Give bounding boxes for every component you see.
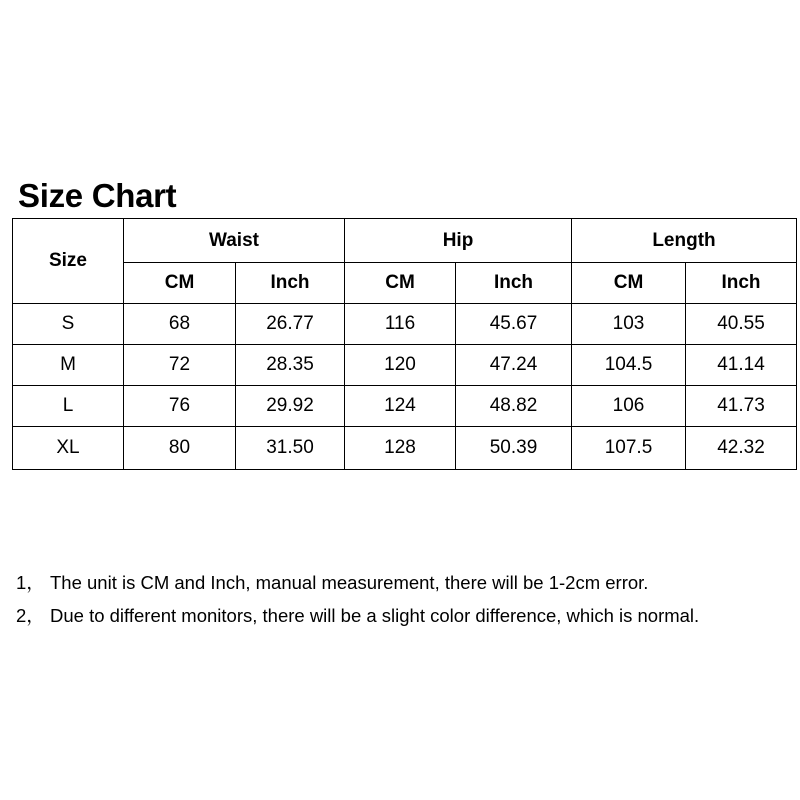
- note-item: [16, 566, 699, 599]
- table-cell: 45.67: [456, 304, 572, 345]
- table-cell: 41.14: [686, 345, 797, 386]
- table-row: [13, 386, 797, 427]
- table-cell: 106: [572, 386, 686, 427]
- waist-group-header: Waist: [124, 219, 345, 263]
- table-cell: 29.92: [236, 386, 345, 427]
- table-cell: 31.50: [236, 427, 345, 470]
- unit-header: Inch: [456, 263, 572, 304]
- note-number: 2，: [16, 605, 45, 626]
- note-item: [16, 599, 699, 632]
- table-cell: 48.82: [456, 386, 572, 427]
- table-cell: 68: [124, 304, 236, 345]
- table-cell: 26.77: [236, 304, 345, 345]
- length-group-header: Length: [572, 219, 797, 263]
- size-cell: XL: [13, 427, 124, 470]
- unit-header: CM: [124, 263, 236, 304]
- size-cell: S: [13, 304, 124, 345]
- unit-header: Inch: [686, 263, 797, 304]
- notes-section: [16, 566, 699, 632]
- table-header-row: [13, 219, 797, 263]
- table-cell: 120: [345, 345, 456, 386]
- unit-header: Inch: [236, 263, 345, 304]
- note-number: 1，: [16, 572, 45, 593]
- size-chart-table: [12, 218, 797, 470]
- table-cell: 128: [345, 427, 456, 470]
- table-cell: 50.39: [456, 427, 572, 470]
- size-cell: M: [13, 345, 124, 386]
- table-cell: 124: [345, 386, 456, 427]
- hip-group-header: Hip: [345, 219, 572, 263]
- size-column-header: Size: [13, 219, 124, 304]
- table-cell: 47.24: [456, 345, 572, 386]
- table-cell: 80: [124, 427, 236, 470]
- table-row: [13, 427, 797, 470]
- table-cell: 72: [124, 345, 236, 386]
- table-cell: 116: [345, 304, 456, 345]
- table-row: [13, 345, 797, 386]
- table-unit-row: [13, 263, 797, 304]
- table-cell: 103: [572, 304, 686, 345]
- table-cell: 28.35: [236, 345, 345, 386]
- table-row: [13, 304, 797, 345]
- table-cell: 107.5: [572, 427, 686, 470]
- page-title: Size Chart: [18, 177, 177, 214]
- unit-header: CM: [572, 263, 686, 304]
- table-cell: 76: [124, 386, 236, 427]
- table-cell: 41.73: [686, 386, 797, 427]
- table-cell: 42.32: [686, 427, 797, 470]
- unit-header: CM: [345, 263, 456, 304]
- note-text: The unit is CM and Inch, manual measurement, there will be 1-2cm error.: [50, 572, 649, 593]
- table-cell: 40.55: [686, 304, 797, 345]
- table-cell: 104.5: [572, 345, 686, 386]
- note-text: Due to different monitors, there will be a slight color difference, which is normal.: [50, 605, 700, 626]
- size-cell: L: [13, 386, 124, 427]
